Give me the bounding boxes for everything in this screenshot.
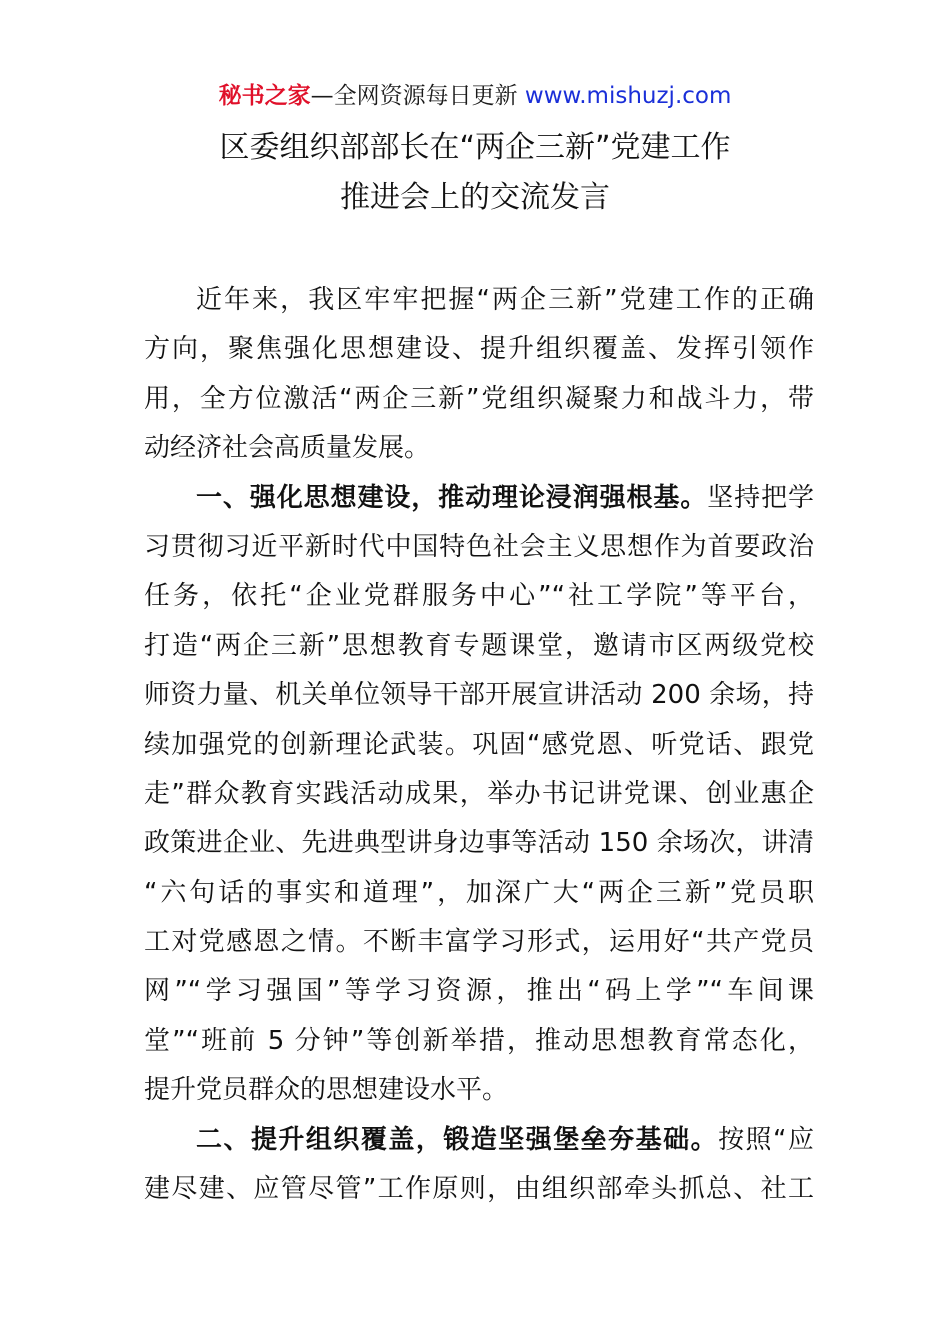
text-line: 建尽建、应管尽管”工作原则，由组织部牵头抓总、社工 — [144, 1174, 814, 1205]
brand-name: 秘书之家 — [218, 83, 311, 109]
text-line: 续加强党的创新理论武装。巩固“感党恩、听党话、跟党 — [144, 729, 814, 760]
document-body — [144, 276, 814, 1214]
paragraph-section-2 — [144, 1116, 814, 1215]
section-heading: 一、强化思想建设，推动理论浸润强根基。 — [196, 482, 708, 513]
paragraph-section-1 — [144, 474, 814, 1116]
document-title-line-1: 区委组织部部长在“两企三新”党建工作 — [219, 130, 731, 165]
text-line — [144, 474, 814, 523]
document-title-line-2: 推进会上的交流发言 — [340, 180, 610, 215]
paragraph-intro — [144, 276, 814, 474]
text-line: 师资力量、机关单位领导干部开展宣讲活动 200 余场，持 — [144, 680, 814, 711]
text-line: “六句话的事实和道理”，加深广大“两企三新”党员职 — [144, 877, 814, 908]
text-line — [144, 1116, 814, 1165]
text-line: 政策进企业、先进典型讲身边事等活动 150 余场次，讲清 — [144, 828, 814, 859]
text-line: 任务，依托“企业党群服务中心”“社工学院”等平台， — [144, 581, 814, 612]
header-tagline: —全网资源每日更新 — [310, 83, 525, 109]
text-line: 工对党感恩之情。不断丰富学习形式，运用好“共产党员 — [144, 927, 814, 958]
text-line: 打造“两企三新”思想教育专题课堂，邀请市区两级党校 — [144, 630, 814, 661]
text-fragment: 坚持把学 — [707, 482, 814, 513]
text-fragment: 按照“应 — [718, 1124, 814, 1155]
text-line: 动经济社会高质量发展。 — [144, 433, 431, 464]
text-line: 近年来，我区牢牢把握“两企三新”党建工作的正确 — [196, 285, 814, 315]
text-line: 习贯彻习近平新时代中国特色社会主义思想作为首要政治 — [144, 531, 814, 562]
section-heading: 二、提升组织覆盖，锻造坚强堡垒夯基础。 — [196, 1124, 719, 1155]
text-line: 走”群众教育实践活动成果，举办书记讲党课、创业惠企 — [144, 778, 814, 809]
site-header — [0, 80, 950, 112]
text-line: 提升党员群众的思想建设水平。 — [144, 1075, 509, 1106]
text-line: 网”“学习强国”等学习资源，推出“码上学”“车间课 — [144, 976, 814, 1007]
text-line: 用，全方位激活“两企三新”党组织凝聚力和战斗力，带 — [144, 383, 814, 414]
site-url-link[interactable]: www.mishuzj.com — [524, 83, 732, 109]
text-line: 方向，聚焦强化思想建设、提升组织覆盖、发挥引领作 — [144, 334, 814, 365]
text-line: 堂”“班前 5 分钟”等创新举措，推动思想教育常态化， — [144, 1025, 814, 1056]
